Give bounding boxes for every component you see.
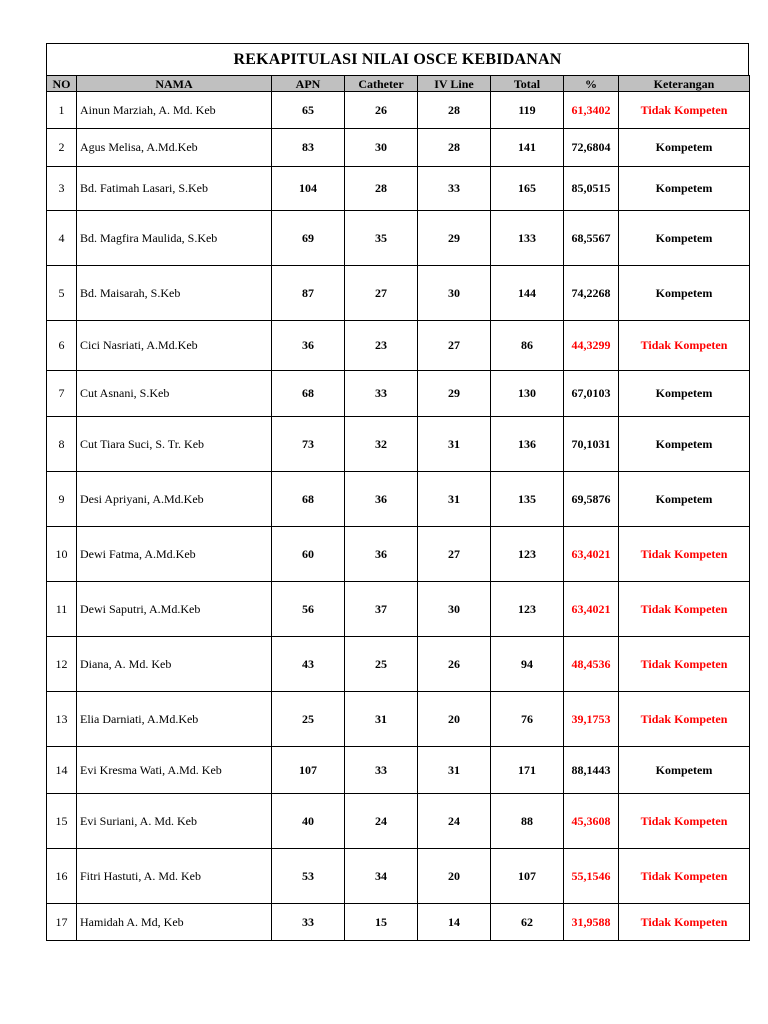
cell-nama: Fitri Hastuti, A. Md. Keb <box>77 849 272 904</box>
cell-no: 17 <box>47 904 77 941</box>
cell-keterangan: Kompetem <box>619 167 750 211</box>
cell-total: 119 <box>491 92 564 129</box>
cell-apn: 73 <box>272 417 345 472</box>
cell-no: 10 <box>47 527 77 582</box>
cell-no: 11 <box>47 582 77 637</box>
cell-keterangan: Tidak Kompeten <box>619 527 750 582</box>
cell-catheter: 26 <box>345 92 418 129</box>
cell-percent: 69,5876 <box>564 472 619 527</box>
cell-ivline: 31 <box>418 747 491 794</box>
cell-keterangan: Tidak Kompeten <box>619 692 750 747</box>
score-table <box>46 75 750 941</box>
table-row <box>47 321 750 371</box>
cell-no: 16 <box>47 849 77 904</box>
cell-percent: 70,1031 <box>564 417 619 472</box>
table-row <box>47 129 750 167</box>
cell-apn: 43 <box>272 637 345 692</box>
cell-no: 5 <box>47 266 77 321</box>
cell-percent: 88,1443 <box>564 747 619 794</box>
cell-keterangan: Tidak Kompeten <box>619 794 750 849</box>
cell-nama: Bd. Fatimah Lasari, S.Keb <box>77 167 272 211</box>
cell-ivline: 33 <box>418 167 491 211</box>
table-body <box>47 92 750 941</box>
cell-apn: 36 <box>272 321 345 371</box>
cell-catheter: 33 <box>345 747 418 794</box>
cell-percent: 63,4021 <box>564 582 619 637</box>
cell-keterangan: Kompetem <box>619 211 750 266</box>
cell-catheter: 35 <box>345 211 418 266</box>
cell-no: 2 <box>47 129 77 167</box>
header-percent: % <box>564 76 619 92</box>
cell-keterangan: Kompetem <box>619 747 750 794</box>
cell-ivline: 28 <box>418 129 491 167</box>
cell-apn: 68 <box>272 371 345 417</box>
cell-keterangan: Tidak Kompeten <box>619 637 750 692</box>
cell-nama: Evi Kresma Wati, A.Md. Keb <box>77 747 272 794</box>
cell-apn: 65 <box>272 92 345 129</box>
cell-no: 8 <box>47 417 77 472</box>
cell-ivline: 14 <box>418 904 491 941</box>
cell-total: 88 <box>491 794 564 849</box>
cell-total: 144 <box>491 266 564 321</box>
table-row <box>47 637 750 692</box>
table-row <box>47 417 750 472</box>
cell-total: 136 <box>491 417 564 472</box>
table-row <box>47 692 750 747</box>
cell-keterangan: Kompetem <box>619 417 750 472</box>
cell-no: 14 <box>47 747 77 794</box>
cell-catheter: 34 <box>345 849 418 904</box>
cell-percent: 85,0515 <box>564 167 619 211</box>
cell-total: 86 <box>491 321 564 371</box>
cell-keterangan: Tidak Kompeten <box>619 904 750 941</box>
cell-total: 76 <box>491 692 564 747</box>
cell-catheter: 28 <box>345 167 418 211</box>
cell-nama: Evi Suriani, A. Md. Keb <box>77 794 272 849</box>
cell-total: 171 <box>491 747 564 794</box>
table-row <box>47 527 750 582</box>
cell-keterangan: Tidak Kompeten <box>619 92 750 129</box>
cell-nama: Dewi Saputri, A.Md.Keb <box>77 582 272 637</box>
cell-ivline: 27 <box>418 527 491 582</box>
cell-ivline: 28 <box>418 92 491 129</box>
cell-total: 123 <box>491 527 564 582</box>
cell-no: 9 <box>47 472 77 527</box>
header-keterangan: Keterangan <box>619 76 750 92</box>
cell-nama: Agus Melisa, A.Md.Keb <box>77 129 272 167</box>
cell-nama: Elia Darniati, A.Md.Keb <box>77 692 272 747</box>
cell-ivline: 20 <box>418 849 491 904</box>
cell-nama: Hamidah A. Md, Keb <box>77 904 272 941</box>
cell-catheter: 32 <box>345 417 418 472</box>
cell-nama: Cut Asnani, S.Keb <box>77 371 272 417</box>
cell-apn: 68 <box>272 472 345 527</box>
cell-no: 15 <box>47 794 77 849</box>
cell-percent: 39,1753 <box>564 692 619 747</box>
cell-total: 62 <box>491 904 564 941</box>
cell-ivline: 29 <box>418 371 491 417</box>
cell-total: 133 <box>491 211 564 266</box>
cell-total: 130 <box>491 371 564 417</box>
cell-ivline: 31 <box>418 417 491 472</box>
cell-percent: 61,3402 <box>564 92 619 129</box>
cell-nama: Diana, A. Md. Keb <box>77 637 272 692</box>
cell-catheter: 36 <box>345 527 418 582</box>
cell-apn: 87 <box>272 266 345 321</box>
cell-catheter: 30 <box>345 129 418 167</box>
sheet-title: REKAPITULASI NILAI OSCE KEBIDANAN <box>46 43 749 75</box>
cell-percent: 74,2268 <box>564 266 619 321</box>
cell-percent: 45,3608 <box>564 794 619 849</box>
header-apn: APN <box>272 76 345 92</box>
cell-nama: Desi Apriyani, A.Md.Keb <box>77 472 272 527</box>
cell-catheter: 25 <box>345 637 418 692</box>
cell-nama: Cut Tiara Suci, S. Tr. Keb <box>77 417 272 472</box>
table-row <box>47 167 750 211</box>
cell-keterangan: Tidak Kompeten <box>619 582 750 637</box>
cell-percent: 63,4021 <box>564 527 619 582</box>
cell-catheter: 24 <box>345 794 418 849</box>
cell-keterangan: Kompetem <box>619 472 750 527</box>
cell-apn: 107 <box>272 747 345 794</box>
table-row <box>47 747 750 794</box>
cell-nama: Ainun Marziah, A. Md. Keb <box>77 92 272 129</box>
cell-apn: 25 <box>272 692 345 747</box>
header-nama: NAMA <box>77 76 272 92</box>
header-no: NO <box>47 76 77 92</box>
table-row <box>47 582 750 637</box>
cell-total: 141 <box>491 129 564 167</box>
cell-catheter: 27 <box>345 266 418 321</box>
cell-total: 123 <box>491 582 564 637</box>
cell-ivline: 30 <box>418 582 491 637</box>
cell-apn: 69 <box>272 211 345 266</box>
cell-no: 12 <box>47 637 77 692</box>
cell-no: 1 <box>47 92 77 129</box>
cell-total: 135 <box>491 472 564 527</box>
cell-ivline: 24 <box>418 794 491 849</box>
cell-ivline: 31 <box>418 472 491 527</box>
table-row <box>47 371 750 417</box>
cell-apn: 33 <box>272 904 345 941</box>
recap-sheet <box>46 43 749 941</box>
cell-nama: Dewi Fatma, A.Md.Keb <box>77 527 272 582</box>
cell-keterangan: Tidak Kompeten <box>619 321 750 371</box>
table-row <box>47 849 750 904</box>
cell-nama: Cici Nasriati, A.Md.Keb <box>77 321 272 371</box>
cell-apn: 56 <box>272 582 345 637</box>
cell-total: 165 <box>491 167 564 211</box>
cell-percent: 44,3299 <box>564 321 619 371</box>
cell-percent: 67,0103 <box>564 371 619 417</box>
cell-nama: Bd. Maisarah, S.Keb <box>77 266 272 321</box>
cell-no: 3 <box>47 167 77 211</box>
cell-ivline: 26 <box>418 637 491 692</box>
cell-percent: 48,4536 <box>564 637 619 692</box>
cell-nama: Bd. Magfira Maulida, S.Keb <box>77 211 272 266</box>
cell-total: 94 <box>491 637 564 692</box>
cell-no: 4 <box>47 211 77 266</box>
table-row <box>47 794 750 849</box>
cell-catheter: 31 <box>345 692 418 747</box>
cell-apn: 40 <box>272 794 345 849</box>
cell-apn: 104 <box>272 167 345 211</box>
cell-keterangan: Kompetem <box>619 129 750 167</box>
table-header-row <box>47 76 750 92</box>
table-row <box>47 472 750 527</box>
header-ivline: IV Line <box>418 76 491 92</box>
header-catheter: Catheter <box>345 76 418 92</box>
table-row <box>47 92 750 129</box>
cell-catheter: 36 <box>345 472 418 527</box>
cell-no: 13 <box>47 692 77 747</box>
cell-catheter: 33 <box>345 371 418 417</box>
cell-percent: 55,1546 <box>564 849 619 904</box>
cell-keterangan: Kompetem <box>619 266 750 321</box>
cell-catheter: 15 <box>345 904 418 941</box>
table-row <box>47 266 750 321</box>
cell-no: 6 <box>47 321 77 371</box>
table-row <box>47 904 750 941</box>
cell-percent: 31,9588 <box>564 904 619 941</box>
cell-no: 7 <box>47 371 77 417</box>
cell-keterangan: Kompetem <box>619 371 750 417</box>
cell-apn: 53 <box>272 849 345 904</box>
cell-percent: 72,6804 <box>564 129 619 167</box>
cell-ivline: 30 <box>418 266 491 321</box>
cell-apn: 83 <box>272 129 345 167</box>
cell-catheter: 37 <box>345 582 418 637</box>
cell-apn: 60 <box>272 527 345 582</box>
cell-ivline: 27 <box>418 321 491 371</box>
cell-percent: 68,5567 <box>564 211 619 266</box>
cell-total: 107 <box>491 849 564 904</box>
cell-ivline: 29 <box>418 211 491 266</box>
cell-catheter: 23 <box>345 321 418 371</box>
table-row <box>47 211 750 266</box>
cell-keterangan: Tidak Kompeten <box>619 849 750 904</box>
cell-ivline: 20 <box>418 692 491 747</box>
header-total: Total <box>491 76 564 92</box>
